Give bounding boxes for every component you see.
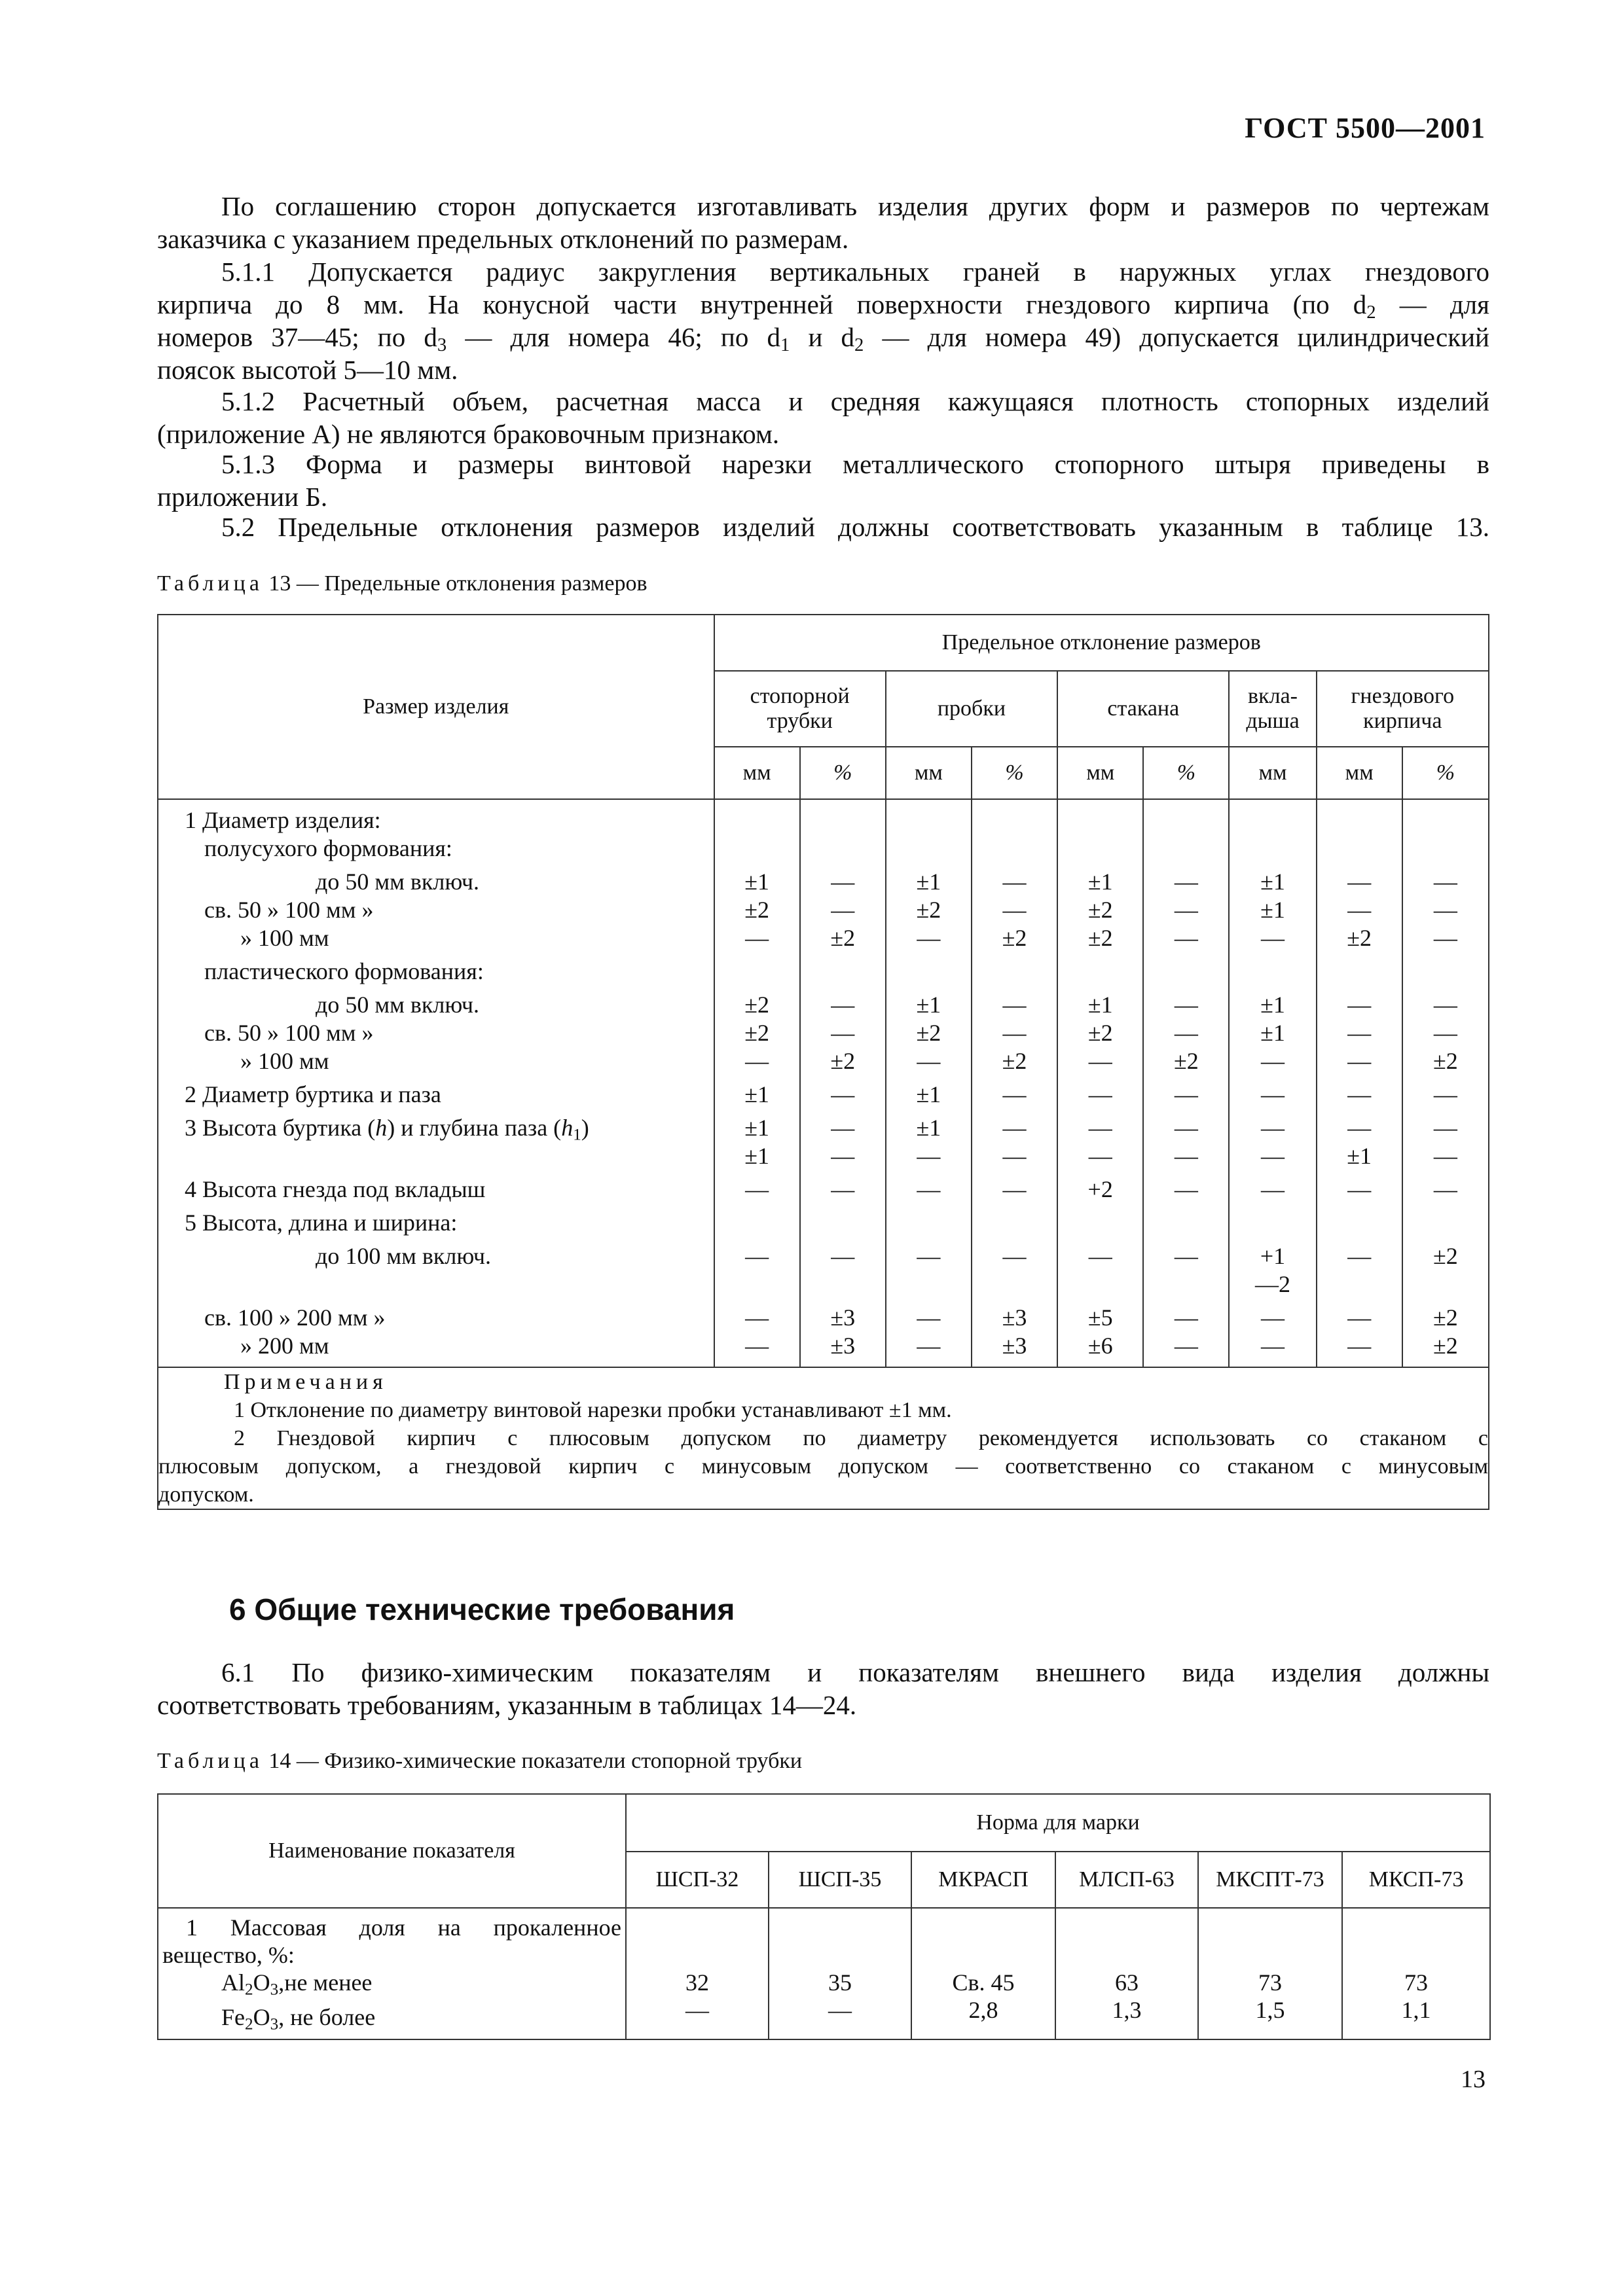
value-cell: 32 — bbox=[626, 1908, 769, 2039]
table-cell: — bbox=[1433, 1115, 1457, 1141]
table-cell: — bbox=[1002, 869, 1027, 895]
table-cell bbox=[1403, 806, 1488, 834]
table-cell bbox=[972, 1270, 1057, 1299]
table-cell bbox=[1317, 1209, 1402, 1237]
text-line: поясок высотой 5—10 мм. bbox=[157, 355, 458, 385]
column-values bbox=[972, 799, 1057, 1367]
table-cell: — bbox=[917, 1243, 941, 1269]
grade-header: МКСП-73 bbox=[1342, 1852, 1490, 1908]
group-header-nozzle: стакана bbox=[1057, 671, 1229, 747]
table-cell: — bbox=[1261, 1115, 1285, 1141]
table-13 bbox=[157, 614, 1489, 1510]
text-line: соответствовать требованиям, указанным в таблицах 14—24. bbox=[157, 1690, 857, 1720]
paragraph-intro bbox=[157, 190, 1489, 255]
group-header-nest-brick: гнездового кирпича bbox=[1317, 671, 1489, 747]
table-cell bbox=[1230, 834, 1315, 863]
table-cell: — bbox=[831, 897, 855, 923]
row-label: » 200 мм bbox=[240, 1333, 329, 1359]
table-cell: — bbox=[917, 1304, 941, 1331]
table-cell bbox=[1058, 958, 1142, 986]
table-cell bbox=[1058, 1270, 1142, 1299]
text-line: 5.2 Предельные отклонения размеров изделий должны соответствовать указанным в таблице 13. bbox=[221, 512, 1489, 542]
table-cell: — bbox=[917, 1176, 941, 1202]
paragraph-5-1-2 bbox=[157, 385, 1489, 450]
table-cell: — bbox=[917, 1333, 941, 1359]
table-cell: — bbox=[1174, 992, 1198, 1018]
column-values bbox=[1057, 799, 1143, 1367]
table-cell bbox=[886, 834, 971, 863]
table-cell: — bbox=[1002, 1020, 1027, 1046]
column-values bbox=[1143, 799, 1229, 1367]
table-cell: ±1 bbox=[916, 869, 941, 895]
table-cell bbox=[1317, 958, 1402, 986]
table-cell: — bbox=[1433, 1143, 1457, 1169]
text-line: 6.1 По физико-химическим показателям и показателям внешнего вида изделия должны bbox=[221, 1657, 1489, 1687]
table-cell: ±1 bbox=[1260, 1020, 1285, 1046]
unit-header: мм bbox=[1317, 747, 1402, 799]
row-label: 1 Диаметр изделия: bbox=[185, 807, 381, 833]
table-cell: — bbox=[1261, 1176, 1285, 1202]
table-cell: ±1 bbox=[744, 1143, 769, 1169]
table-cell: ±1 bbox=[744, 1081, 769, 1107]
group-header-insert: вкла- дыша bbox=[1229, 671, 1316, 747]
table-cell bbox=[886, 806, 971, 834]
table-cell: — bbox=[1002, 1176, 1027, 1202]
table-cell: —2 bbox=[1255, 1271, 1291, 1297]
table-cell: ±2 bbox=[1087, 1020, 1113, 1046]
table-cell: — bbox=[1088, 1243, 1112, 1269]
table-cell: — bbox=[1002, 1115, 1027, 1141]
row-label: 2 Диаметр буртика и паза bbox=[185, 1081, 441, 1107]
table-cell: — bbox=[1347, 992, 1372, 1018]
table-cell: ±1 bbox=[916, 992, 941, 1018]
table-cell bbox=[715, 1209, 799, 1237]
text-line: 5.1.1 Допускается радиус закругления вертикальных граней в наружных углах гнездового bbox=[221, 257, 1489, 287]
table-cell: — bbox=[745, 1243, 769, 1269]
group-header-tube: стопорной трубки bbox=[714, 671, 886, 747]
unit-header: мм bbox=[714, 747, 800, 799]
table-cell: — bbox=[745, 1304, 769, 1331]
table-cell bbox=[972, 834, 1057, 863]
page-number: 13 bbox=[1461, 2066, 1486, 2093]
row-label: полусухого формования: bbox=[204, 835, 452, 861]
table-cell: — bbox=[1174, 869, 1198, 895]
grade-header: МЛСП-63 bbox=[1055, 1852, 1198, 1908]
row-label: до 50 мм включ. bbox=[316, 992, 479, 1018]
column-values bbox=[714, 799, 800, 1367]
table-cell: ±2 bbox=[1087, 897, 1113, 923]
table-cell: — bbox=[1347, 1115, 1372, 1141]
paragraph-5-1-1 bbox=[157, 255, 1489, 386]
table-cell: — bbox=[1261, 1143, 1285, 1169]
grade-header: ШСП-32 bbox=[626, 1852, 769, 1908]
col-header-name: Наименование показателя bbox=[158, 1794, 626, 1908]
table-cell: — bbox=[831, 1243, 855, 1269]
unit-header: мм bbox=[1057, 747, 1143, 799]
table-cell bbox=[1230, 1209, 1315, 1237]
table-cell: ±6 bbox=[1087, 1333, 1113, 1359]
note-2-line: плюсовым допуском, а гнездовой кирпич с минусовым допуском — соответственно со стаканом с минусовым bbox=[158, 1454, 1488, 1479]
table-cell: ±2 bbox=[1347, 925, 1372, 951]
table-cell: — bbox=[1433, 897, 1457, 923]
table-cell: — bbox=[1088, 1115, 1112, 1141]
table-cell: — bbox=[1002, 992, 1027, 1018]
table-cell: — bbox=[1347, 1304, 1372, 1331]
table-cell: — bbox=[1174, 1020, 1198, 1046]
table-cell bbox=[1144, 806, 1228, 834]
table-cell: — bbox=[745, 1333, 769, 1359]
document-code: ГОСТ 5500—2001 bbox=[1245, 112, 1486, 144]
table-cell: ±1 bbox=[1087, 869, 1113, 895]
table-cell: — bbox=[1347, 1048, 1372, 1074]
text-line: заказчика с указанием предельных отклонений по размерам. bbox=[157, 224, 849, 254]
table-cell bbox=[972, 806, 1057, 834]
table-cell: — bbox=[1002, 897, 1027, 923]
column-values bbox=[886, 799, 972, 1367]
unit-header: мм bbox=[886, 747, 972, 799]
column-values bbox=[1229, 799, 1316, 1367]
table-cell: — bbox=[1433, 1020, 1457, 1046]
row-label: » 100 мм bbox=[240, 1048, 329, 1074]
table-cell: ±2 bbox=[744, 897, 769, 923]
group-header-plug: пробки bbox=[886, 671, 1057, 747]
table-cell: — bbox=[917, 1143, 941, 1169]
table-cell: — bbox=[1174, 1243, 1198, 1269]
table-14 bbox=[157, 1793, 1491, 2040]
table-cell bbox=[715, 958, 799, 986]
table-cell: +2 bbox=[1087, 1176, 1113, 1202]
table-cell: ±2 bbox=[916, 897, 941, 923]
table-cell bbox=[886, 958, 971, 986]
table-cell: — bbox=[1174, 1304, 1198, 1331]
notes-title: Примечания bbox=[224, 1370, 388, 1394]
table-cell bbox=[1403, 958, 1488, 986]
table-cell: ±1 bbox=[744, 869, 769, 895]
grade-header: МКСПТ-73 bbox=[1198, 1852, 1342, 1908]
value-cell: 63 1,3 bbox=[1055, 1908, 1198, 2039]
value-cell: 35 — bbox=[769, 1908, 911, 2039]
table-cell bbox=[1317, 1270, 1402, 1299]
table-cell bbox=[1403, 1270, 1488, 1299]
table-cell: — bbox=[1433, 1176, 1457, 1202]
table-cell: — bbox=[1433, 869, 1457, 895]
table-cell: ±2 bbox=[1433, 1304, 1458, 1331]
table-cell: — bbox=[831, 1020, 855, 1046]
unit-header: % bbox=[972, 747, 1057, 799]
paragraph-6-1 bbox=[157, 1656, 1489, 1721]
table-cell bbox=[715, 834, 799, 863]
text-line: номеров 37—45; по $d_3$ — для номера 46; по $d_1$ и $d_2$ — для номера 49) допускается цилиндрический bbox=[157, 322, 1489, 353]
row-label: св. 50 » 100 мм » bbox=[204, 1020, 374, 1046]
table-cell: ±3 bbox=[830, 1304, 856, 1331]
table-cell: — bbox=[1088, 1143, 1112, 1169]
table-cell: — bbox=[1261, 1304, 1285, 1331]
table-cell: ±1 bbox=[916, 1115, 941, 1141]
table-cell bbox=[801, 958, 885, 986]
table14-caption: Таблица 14 — Физико-химические показатели стопорной трубки bbox=[157, 1749, 803, 1773]
section-title: 6 Общие технические требования bbox=[229, 1592, 735, 1626]
table-cell: ±1 bbox=[1260, 869, 1285, 895]
table-cell: — bbox=[1261, 1081, 1285, 1107]
paragraph-5-1-3 bbox=[157, 448, 1489, 513]
table-cell: ±2 bbox=[1002, 925, 1027, 951]
table-cell: ±1 bbox=[916, 1081, 941, 1107]
row-label: 4 Высота гнезда под вкладыш bbox=[185, 1176, 486, 1202]
row-label: до 50 мм включ. bbox=[316, 869, 479, 895]
table-cell: — bbox=[1347, 1081, 1372, 1107]
table-cell: ±2 bbox=[830, 1048, 856, 1074]
row-label: » 100 мм bbox=[240, 925, 329, 951]
table-cell bbox=[1230, 806, 1315, 834]
group-header: Предельное отклонение размеров bbox=[714, 615, 1489, 671]
table-cell: — bbox=[1347, 1333, 1372, 1359]
table-cell bbox=[1317, 834, 1402, 863]
table-cell: — bbox=[1088, 1081, 1112, 1107]
table-cell: ±3 bbox=[830, 1333, 856, 1359]
table-cell: ±1 bbox=[1260, 897, 1285, 923]
table-cell: ±1 bbox=[1347, 1143, 1372, 1169]
column-labels bbox=[158, 799, 714, 1367]
table-cell: ±3 bbox=[1002, 1333, 1027, 1359]
table-cell: — bbox=[745, 925, 769, 951]
table-cell: — bbox=[917, 1048, 941, 1074]
table-cell bbox=[1058, 834, 1142, 863]
table-cell: ±2 bbox=[1087, 925, 1113, 951]
unit-header: мм bbox=[1229, 747, 1316, 799]
text-line: кирпича до 8 мм. На конусной части внутренней поверхности гнездового кирпича (по $d_2$ — для bbox=[157, 289, 1489, 321]
table-cell: — bbox=[831, 869, 855, 895]
note-1: 1 Отклонение по диаметру винтовой нарезки пробки устанавливают ±1 мм. bbox=[234, 1398, 952, 1422]
table-cell: — bbox=[1433, 925, 1457, 951]
table-cell: — bbox=[831, 1115, 855, 1141]
column-values bbox=[800, 799, 886, 1367]
unit-header: % bbox=[800, 747, 886, 799]
value-cell: Св. 45 2,8 bbox=[911, 1908, 1055, 2039]
table-cell: — bbox=[745, 1176, 769, 1202]
table-cell bbox=[801, 1270, 885, 1299]
unit-header: % bbox=[1143, 747, 1229, 799]
table-cell: — bbox=[1002, 1143, 1027, 1169]
table-cell: — bbox=[917, 925, 941, 951]
table-cell: ±5 bbox=[1087, 1304, 1113, 1331]
table-cell: — bbox=[1174, 925, 1198, 951]
table-cell bbox=[801, 806, 885, 834]
table-cell bbox=[715, 1270, 799, 1299]
column-values bbox=[1317, 799, 1402, 1367]
table-cell: — bbox=[1347, 1176, 1372, 1202]
text-line: По соглашению сторон допускается изготавливать изделия других форм и размеров по чертежам bbox=[221, 191, 1489, 221]
table-cell: — bbox=[1347, 869, 1372, 895]
table-cell: — bbox=[1347, 1243, 1372, 1269]
row-label: св. 100 » 200 мм » bbox=[204, 1304, 386, 1331]
row-label: 3 Высота буртика (h) и глубина паза $(h_1)$ bbox=[185, 1115, 589, 1144]
table-cell bbox=[715, 806, 799, 834]
text-line: приложении Б. bbox=[157, 482, 328, 512]
table-cell: — bbox=[1174, 1143, 1198, 1169]
table-cell: — bbox=[1088, 1048, 1112, 1074]
group-header: Норма для марки bbox=[626, 1794, 1490, 1852]
table-cell: ±2 bbox=[830, 925, 856, 951]
table-cell bbox=[1403, 1209, 1488, 1237]
grade-header: МКРАСП bbox=[911, 1852, 1055, 1908]
row-label: 1 Массовая доля на прокаленное вещество, %: $Al_2O_3,не$ менее $Fe_2O_3$, не более bbox=[158, 1908, 626, 2039]
table-cell: — bbox=[1174, 1081, 1198, 1107]
table-cell bbox=[1058, 1209, 1142, 1237]
column-values bbox=[1402, 799, 1489, 1367]
text-line: (приложение А) не являются браковочным признаком. bbox=[157, 419, 780, 449]
table-cell: — bbox=[1433, 1081, 1457, 1107]
col-header-size: Размер изделия bbox=[158, 615, 714, 799]
table-cell: ±2 bbox=[1433, 1243, 1458, 1269]
row-label: пластического формования: bbox=[204, 958, 484, 984]
unit-header: % bbox=[1402, 747, 1489, 799]
note-2-line: 2 Гнездовой кирпич с плюсовым допуском по диаметру рекомендуется использовать со стаканом с bbox=[234, 1426, 1488, 1450]
row-label: до 100 мм включ. bbox=[316, 1243, 491, 1269]
table-cell: — bbox=[831, 1143, 855, 1169]
table-cell bbox=[801, 1209, 885, 1237]
table-cell bbox=[1058, 806, 1142, 834]
row-label bbox=[185, 1142, 714, 1170]
table-cell: — bbox=[1261, 925, 1285, 951]
table-cell bbox=[1144, 958, 1228, 986]
table-cell bbox=[1403, 834, 1488, 863]
table-cell: — bbox=[831, 1176, 855, 1202]
paragraph-5-2 bbox=[157, 511, 1489, 543]
table-cell bbox=[972, 1209, 1057, 1237]
table-cell: ±2 bbox=[1173, 1048, 1199, 1074]
table-cell bbox=[1144, 1270, 1228, 1299]
table-cell: — bbox=[1174, 897, 1198, 923]
table-cell: ±2 bbox=[1433, 1333, 1458, 1359]
value-cell: 73 1,1 bbox=[1342, 1908, 1490, 2039]
table-cell: — bbox=[1261, 1048, 1285, 1074]
table-cell: ±1 bbox=[1260, 992, 1285, 1018]
value-cell: 73 1,5 bbox=[1198, 1908, 1342, 2039]
table-cell: — bbox=[831, 992, 855, 1018]
table-cell: ±3 bbox=[1002, 1304, 1027, 1331]
row-label: св. 50 » 100 мм » bbox=[204, 897, 374, 923]
table-cell bbox=[801, 834, 885, 863]
table-cell: — bbox=[1347, 1020, 1372, 1046]
table-cell: ±1 bbox=[1087, 992, 1113, 1018]
table-cell: ±2 bbox=[744, 992, 769, 1018]
table-cell: ±2 bbox=[1002, 1048, 1027, 1074]
table-cell: +1 bbox=[1260, 1243, 1286, 1269]
table-cell bbox=[972, 958, 1057, 986]
note-2-line: допуском. bbox=[158, 1482, 254, 1507]
text-line: 5.1.3 Форма и размеры винтовой нарезки металлического стопорного штыря приведены в bbox=[221, 449, 1489, 479]
table-cell: ±2 bbox=[744, 1020, 769, 1046]
table-cell: ±2 bbox=[1433, 1048, 1458, 1074]
table-cell: ±2 bbox=[916, 1020, 941, 1046]
table-cell: — bbox=[1002, 1243, 1027, 1269]
table-cell bbox=[1317, 806, 1402, 834]
table-cell bbox=[1144, 834, 1228, 863]
row-label bbox=[185, 1270, 714, 1299]
text-line: 5.1.2 Расчетный объем, расчетная масса и средняя кажущаяся плотность стопорных изделий bbox=[221, 386, 1489, 416]
table-cell: — bbox=[1261, 1333, 1285, 1359]
table-cell: — bbox=[1174, 1115, 1198, 1141]
table-cell: — bbox=[1433, 992, 1457, 1018]
table-cell bbox=[1230, 958, 1315, 986]
table-cell: — bbox=[831, 1081, 855, 1107]
table-cell bbox=[886, 1209, 971, 1237]
table-cell: — bbox=[745, 1048, 769, 1074]
table-cell bbox=[886, 1270, 971, 1299]
table-cell: — bbox=[1347, 897, 1372, 923]
table-cell bbox=[1144, 1209, 1228, 1237]
grade-header: ШСП-35 bbox=[769, 1852, 911, 1908]
table-cell: — bbox=[1174, 1176, 1198, 1202]
table-cell: — bbox=[1002, 1081, 1027, 1107]
table-cell: — bbox=[1174, 1333, 1198, 1359]
table13-notes bbox=[158, 1367, 1489, 1509]
table13-caption: Таблица 13 — Предельные отклонения размеров bbox=[157, 571, 647, 596]
row-label: 5 Высота, длина и ширина: bbox=[185, 1210, 458, 1236]
table-cell: ±1 bbox=[744, 1115, 769, 1141]
